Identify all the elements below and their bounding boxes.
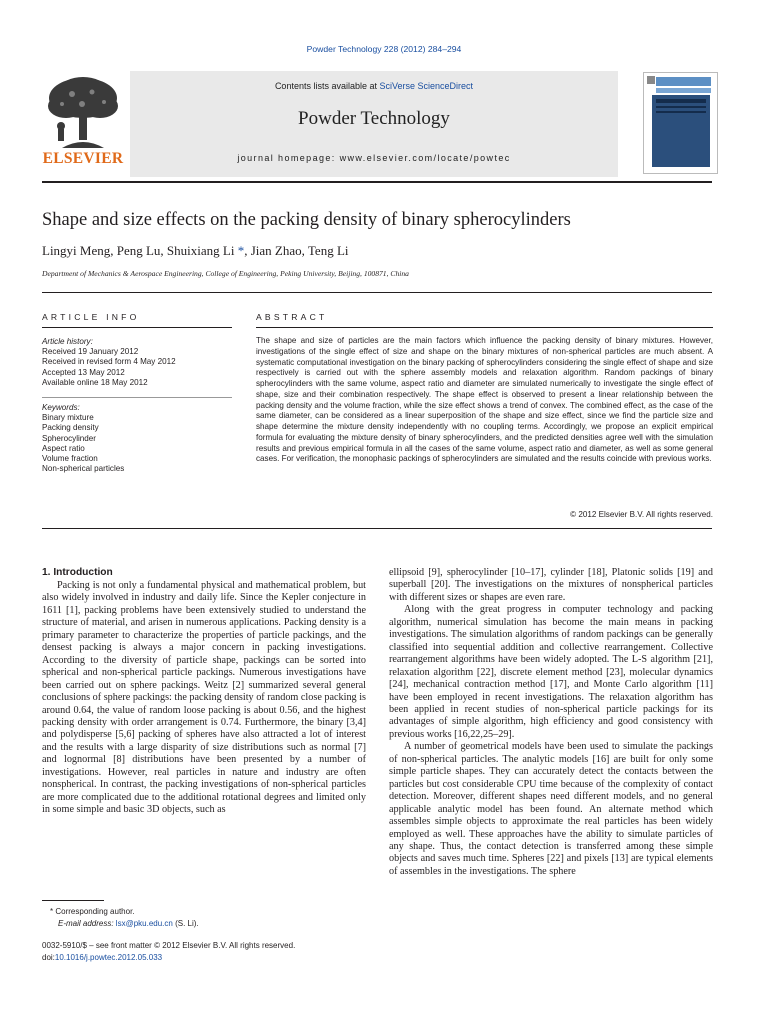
author-list [42, 243, 349, 259]
email-link[interactable]: lsx@pku.edu.cn [115, 918, 173, 928]
keyword-item: Volume fraction [42, 454, 98, 464]
keywords-label: Keywords: [42, 403, 80, 412]
history-item: Available online 18 May 2012 [42, 377, 148, 387]
section-heading-introduction: 1. Introduction [42, 567, 113, 578]
abstract-text: The shape and size of particles are the main factors which influence the packing density of binary mixtures. However, investigations of the single effect of size and shape on the binary mixtures of non-spherical particles are much absent. A systematic computational investigation on the binary packing of spherocylinders considering the single effect of shape and size respectively is carried out with the sphere assembly models and relaxation algorithm. Random packings of binary spherocylinders with the same volume, aspect ratio and diameter are simulated numerically to investigate the single effect of shape, size and their combination respectively. The shape effect is observed to present a linear relationship between the packing density and the volume fraction, while the size effect shows a trend of convex. The combined effect, as the case of the same diameter, can be considered as a linear superposition of the shape and size effect, since we find the particle size and shape determine the mixture density independently with no coupling terms. Accordingly, we propose an explicit empirical formula for evaluating the mixture density of binary spherocylinders, and the predicted densities agree well with the simulation results and previous empirical formula in all the cases of the same volume, aspect ratio and diameter, as well as some general cases. For verification, the monophasic packings of spherocylinders are simulated and the results coincide with previous works. [256, 336, 713, 464]
journal-citation[interactable]: Powder Technology 228 (2012) 284–294 [306, 44, 462, 54]
keyword-item: Spherocylinder [42, 433, 96, 443]
history-item: Received 19 January 2012 [42, 347, 139, 357]
article-info-rule [42, 327, 232, 328]
body-column-left [42, 580, 366, 817]
journal-name: Powder Technology [298, 108, 450, 129]
elsevier-wordmark: ELSEVIER [42, 150, 124, 167]
issn-and-doi [42, 940, 372, 963]
body-paragraph: Along with the great progress in computer technology and packing algorithm, numerical simulation has become the main means in packing investigations. The simulation algorithms of random packings can be generally classified into sequential addition and collective rearrangement. Collective rearrangement algorithms have been widely adopted. The L-S algorithm [21], relaxation algorithm [22], discrete element method [23], molecular dynamics [24], mechanical contraction method [17], and Monte Carlo algorithm [11] have been employed in recent investigations. The relaxation algorithm has been applied in recent studies of non-spherical particle packings for its advantages of simple algorithm, high efficiency and good consistency with previous works [16,22,25–29]. [389, 604, 713, 740]
corresponding-author-footnote [42, 906, 372, 929]
footnote-label: Corresponding author. [55, 907, 135, 916]
article-title: Shape and size effects on the packing density of binary spherocylinders [42, 210, 571, 230]
body-paragraph: Packing is not only a fundamental physical and mathematical problem, but also widely involved in industry and daily life. Since the Kepler conjecture in 1611 [1], packing problems have been extensively studied to understand the structure of material, and arisen in numerous applications. Packing density is a primary parameter to characterize the properties of particle packings, and the densest packing is always a major concern in packing investigations. According to the diversity of particle shape, packings can be sorted into spherical and non-spherical particle packings. Numerous investigations have been carried out on sphere packings. Weitz [2] summarized several general conclusions of sphere packings: the packing density of random close packing is around 0.64, the value of random loose packing is about 0.56, and the highest packing density with order arrangement is 0.74. Furthermore, the binary [3,4] and polydisperse [5,6] packing of spheres have also attracted a lot of interest and the results with a large disparity of size distributions such as normal [7] and lognormal [8] distributions have been presented by a number of investigations. However, real particles in nature and industry are often nonspherical. In contrast, the packing investigations of non-spherical particles are more complicated due to the additional rotational degrees and limited only in some simple and basic 3D objects, such as [42, 580, 366, 816]
contents-prefix: Contents lists available at [274, 81, 380, 91]
email-suffix: (S. Li). [172, 918, 199, 928]
email-label: E-mail address: [58, 918, 116, 928]
keyword-item: Aspect ratio [42, 443, 85, 453]
affiliation: Department of Mechanics & Aerospace Engineering, College of Engineering, Peking University, Beijing, 100871, China [42, 269, 409, 278]
header-rule [42, 181, 712, 183]
corresponding-author-mark[interactable]: * [237, 243, 245, 258]
history-label: Article history: [42, 337, 93, 346]
keywords [42, 403, 232, 474]
article-info-heading: ARTICLE INFO [42, 312, 140, 322]
abstract-bottom-rule [42, 528, 712, 529]
body-paragraph: A number of geometrical models have been used to simulate the packings of non-spherical particles. The analytic models [16] are built for only some simple particle shapes. They can accurately detect the contacts between the particles but cost considerable CPU time because of the complexity of contact detection. Moreover, different shapes need different models, and no general applicable analytic model has been found. An alternate method which assembles simple objects to approximate the real particles has been widely employed as well. These approaches have the ability to simulate particles of any shape. Thus, the contact detection is transferred among these simple objects and saves much time. Spheres [22] and pixels [13] are typical elements of assembles in the investigations. The sphere [389, 741, 713, 877]
abstract-rule [256, 327, 713, 328]
doi-label: doi: [42, 952, 55, 962]
authors-text: Lingyi Meng, Peng Lu, Shuixiang Li [42, 243, 235, 258]
body-paragraph: ellipsoid [9], spherocylinder [10–17], cylinder [18], Platonic solids [19] and superball [20]. The investigations on the mixtures of nonspherical particles with different sizes or shapes are even rare. [389, 567, 713, 603]
body-column-right [389, 567, 713, 878]
journal-cover-image [643, 72, 718, 174]
journal-homepage[interactable]: journal homepage: www.elsevier.com/locate/powtec [237, 153, 511, 163]
footnote-mark: * [50, 907, 54, 916]
contents-line [130, 81, 618, 91]
keyword-item: Packing density [42, 423, 99, 433]
issn-line: 0032-5910/$ – see front matter © 2012 Elsevier B.V. All rights reserved. [42, 941, 296, 950]
keyword-item: Non-spherical particles [42, 464, 125, 474]
doi-link[interactable]: 10.1016/j.powtec.2012.05.033 [54, 952, 163, 962]
keyword-item: Binary mixture [42, 413, 94, 423]
footnote-rule [42, 900, 104, 901]
history-item: Received in revised form 4 May 2012 [42, 357, 176, 367]
abstract-copyright: © 2012 Elsevier B.V. All rights reserved. [570, 510, 713, 519]
history-item: Accepted 13 May 2012 [42, 367, 125, 377]
keywords-rule [42, 397, 232, 398]
article-history [42, 337, 232, 388]
sciencedirect-link[interactable]: SciVerse ScienceDirect [379, 81, 474, 91]
authors-text-rest: , Jian Zhao, Teng Li [244, 243, 349, 258]
front-matter-rule [42, 292, 712, 293]
abstract-heading: ABSTRACT [256, 312, 328, 322]
